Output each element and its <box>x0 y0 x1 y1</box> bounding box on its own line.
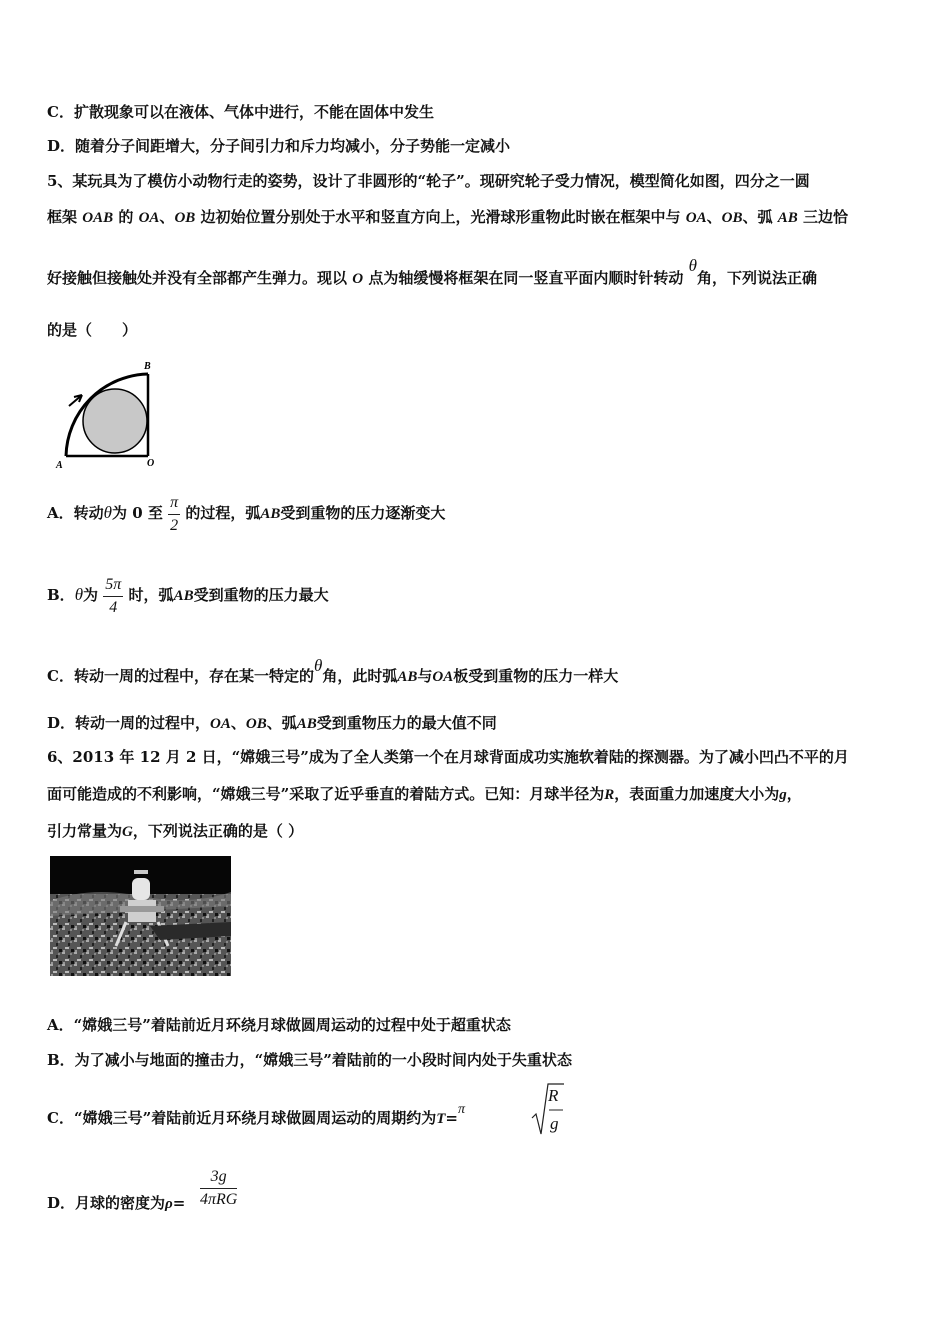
text: 框架 <box>47 208 78 226</box>
q6-option-a: A．“嫦娥三号”着陆前近月环绕月球做圆周运动的过程中处于超重状态 <box>47 1016 511 1034</box>
var-o: O <box>352 271 364 287</box>
text: 、 <box>706 208 722 226</box>
theta-symbol: θ <box>74 585 84 604</box>
ball <box>83 389 147 453</box>
q5-stem-line3 <box>47 256 817 289</box>
q5-stem-line4: 的是（ ） <box>47 321 138 339</box>
q4-option-c: C．扩散现象可以在液体、气体中进行，不能在固体中发生 <box>47 103 434 121</box>
var-ob: OB <box>174 210 196 226</box>
var-g-const: G <box>122 824 133 840</box>
label-b: B <box>144 361 151 372</box>
text: 的 <box>118 208 134 226</box>
var-oa: OA <box>685 210 707 226</box>
text: ，表面重力加速度大小为 <box>614 785 780 803</box>
var-t: T <box>436 1111 446 1127</box>
theta-symbol: θ <box>103 503 112 522</box>
text: 板受到重物的压力一样大 <box>453 667 619 685</box>
text: 三边恰 <box>802 208 848 226</box>
rotation-arrow-icon <box>69 395 82 406</box>
sqrt-radical-icon <box>530 1082 564 1140</box>
var-ab: AB <box>260 506 281 522</box>
quarter-circle-frame-figure <box>52 358 164 474</box>
label-o: O <box>147 458 155 469</box>
text: 、弧 <box>742 208 773 226</box>
var-oab: OAB <box>82 210 114 226</box>
numerator: 3g <box>200 1166 237 1189</box>
text: 为 0 至 <box>112 504 163 522</box>
theta-symbol: θ <box>688 256 697 275</box>
var-ab: AB <box>777 210 798 226</box>
text: 引力常量为 <box>47 822 123 840</box>
q6-option-b: B．为了减小与地面的撞击力，“嫦娥三号”着陆前的一小段时间内处于失重状态 <box>47 1051 572 1069</box>
var-g: g <box>779 787 787 803</box>
q4-option-d: D．随着分子间距增大，分子间引力和斥力均减小，分子势能一定减小 <box>47 137 511 155</box>
q6-stem-line3 <box>47 821 303 842</box>
theta-symbol: θ <box>313 656 323 675</box>
var-ob: OB <box>245 716 267 732</box>
text: 边初始位置分别处于水平和竖直方向上，光滑球形重物此时嵌在框架中与 <box>200 208 681 226</box>
text: 、 <box>230 714 246 732</box>
q5-option-a <box>47 490 445 537</box>
fraction-5pi-over-4 <box>103 574 123 619</box>
text: 受到重物的压力最大 <box>193 586 329 604</box>
text: 与 <box>417 667 433 685</box>
q6-option-d <box>47 1193 185 1214</box>
text: 为 <box>83 586 99 604</box>
var-oa: OA <box>210 716 231 732</box>
text: 面可能造成的不利影响，“嫦娥三号”采取了近乎垂直的着陆方式。已知：月球半径为 <box>47 785 605 803</box>
q6-stem-line1: 6、2013 年 12 月 2 日，“嫦娥三号”成为了全人类第一个在月球背面成功实施软着陆的探测器。为了减小凹凸不平的月 <box>47 748 849 766</box>
denominator: 4 <box>109 598 118 616</box>
q5-stem-line2 <box>47 207 848 228</box>
text: D．转动一周的过程中， <box>47 714 211 732</box>
text: 受到重物的压力逐渐变大 <box>280 504 446 522</box>
var-r: R <box>604 787 615 803</box>
label-a: A <box>56 460 63 471</box>
fraction-pi-over-2 <box>168 492 180 537</box>
text: 受到重物压力的最大值不同 <box>316 714 497 732</box>
denominator: 2 <box>170 516 179 534</box>
equals-sign: = <box>445 1109 458 1127</box>
text: 角，下列说法正确 <box>696 269 817 287</box>
density-fraction <box>200 1166 237 1211</box>
numerator: π <box>168 492 180 515</box>
sqrt-denominator: g <box>550 1114 559 1133</box>
lunar-lander-photo <box>50 856 231 976</box>
text: C．“嫦娥三号”着陆前近月环绕月球做圆周运动的周期约为 <box>47 1109 437 1127</box>
q5-option-c <box>47 656 619 687</box>
var-ab: AB <box>296 716 317 732</box>
text: A．转动 <box>47 504 104 522</box>
text: 、弧 <box>266 714 297 732</box>
text: D．月球的密度为 <box>47 1194 166 1212</box>
var-ab: AB <box>397 669 418 685</box>
q5-option-d <box>47 713 497 734</box>
var-ob: OB <box>721 210 743 226</box>
pi-symbol: π <box>457 1102 465 1117</box>
var-oa: OA <box>432 669 454 685</box>
equals-sign: = <box>172 1194 186 1212</box>
var-rho: ρ <box>165 1196 173 1212</box>
sqrt-numerator: R <box>548 1086 559 1105</box>
text: C．转动一周的过程中，存在某一特定的 <box>47 667 314 685</box>
text: 的过程，弧 <box>185 504 261 522</box>
text: 好接触但接触处并没有全部都产生弹力。现以 <box>47 269 348 287</box>
numerator: 5π <box>103 574 123 597</box>
text: ， <box>786 785 802 803</box>
text: 、 <box>159 208 175 226</box>
q5-option-b <box>47 572 329 619</box>
var-ab: AB <box>173 588 194 604</box>
q5-stem-line1: 5、某玩具为了模仿小动物行走的姿势，设计了非圆形的“轮子”。现研究轮子受力情况，模型简化如图，四分之一圆 <box>47 172 810 190</box>
q6-stem-line2 <box>47 784 802 805</box>
var-oa: OA <box>138 210 160 226</box>
denominator: 4πRG <box>200 1191 238 1208</box>
text: B． <box>47 586 75 604</box>
text: 角，此时弧 <box>322 667 398 685</box>
q6-option-c <box>47 1102 465 1130</box>
text: ，下列说法正确的是（ ） <box>132 822 304 840</box>
text: 点为轴缓慢将框架在同一竖直平面内顺时针转动 <box>368 269 684 287</box>
text: 时，弧 <box>128 586 174 604</box>
